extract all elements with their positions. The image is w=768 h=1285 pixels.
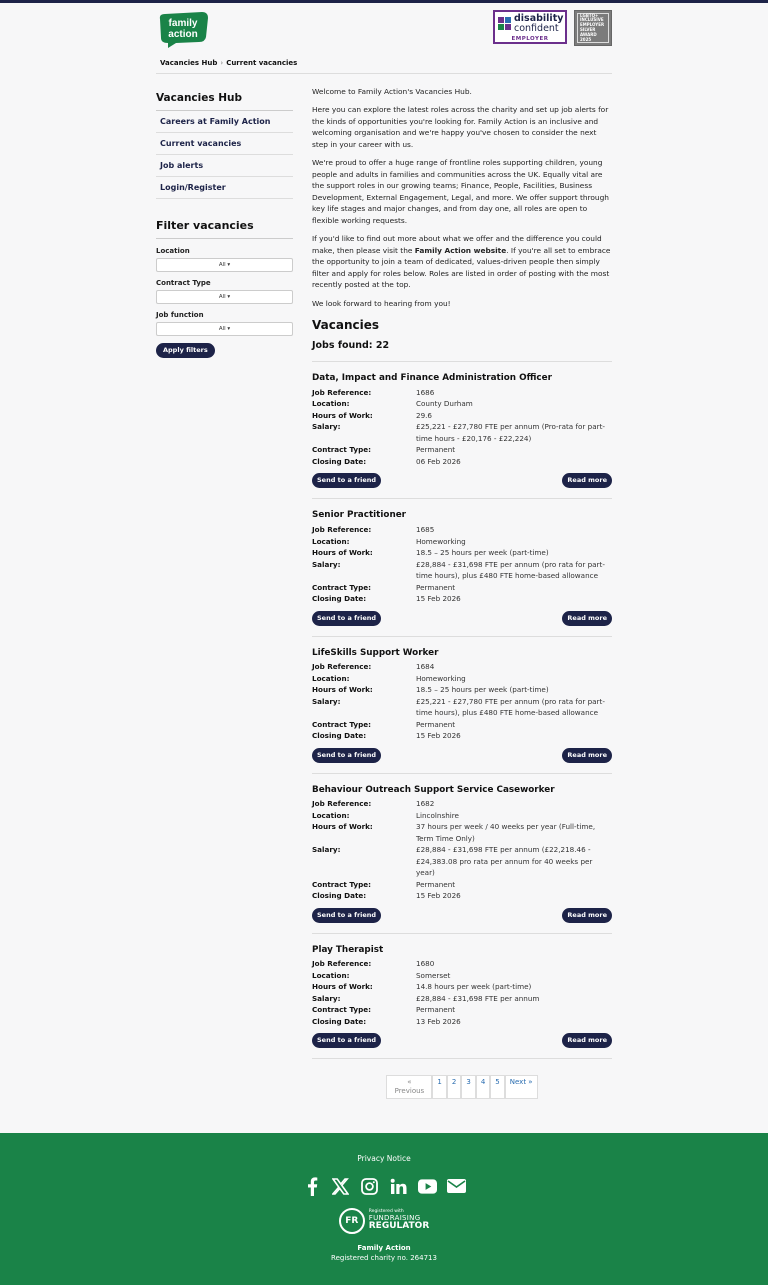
job-closing-label: Closing Date: [312,456,367,466]
site-header [156,3,612,58]
job-location-label: Location: [312,810,350,820]
job-row-contract [312,879,612,891]
send-to-friend-button[interactable]: Send to a friend [312,908,381,923]
job-actions [312,908,612,923]
job-closing-value: 13 Feb 2026 [416,1016,461,1026]
filter-function-label: Job function [156,311,204,320]
lgbt-line: INCLUSIVE [580,17,604,23]
job-row-location [312,536,612,548]
lgbt-line: EMPLOYER [580,22,605,28]
job-row-ref [312,661,612,673]
job-title[interactable]: Senior Practitioner [312,510,407,521]
youtube-icon[interactable] [418,1177,437,1196]
pagination-page[interactable]: 5 [490,1075,504,1099]
job-ref-label: Job Reference: [312,525,372,535]
intro-paragraph [312,233,612,290]
job-row-contract [312,719,612,731]
read-more-button[interactable]: Read more [562,908,612,923]
fr-mark: FR [339,1208,365,1234]
job-closing-value: 15 Feb 2026 [416,594,461,604]
disability-icons [498,17,511,30]
pagination-page[interactable]: 4 [476,1075,490,1099]
job-ref-value: 1682 [416,799,435,809]
job-salary-label: Salary: [312,993,341,1003]
send-to-friend-button[interactable]: Send to a friend [312,748,381,763]
job-row-closing [312,730,612,742]
job-ref-value: 1684 [416,662,435,672]
lgbt-line: LGBTQ+ [580,12,599,18]
family-action-website-link[interactable]: Family Action website [414,245,507,255]
job-row-salary [312,844,612,879]
job-contract-label: Contract Type: [312,719,371,729]
privacy-notice-link[interactable]: Privacy Notice [357,1154,411,1163]
job-card [312,499,612,636]
job-row-ref [312,798,612,810]
job-row-location [312,673,612,685]
logo-text-action: action [168,29,198,40]
job-ref-value: 1680 [416,959,435,969]
intro-paragraph: We're proud to offer a huge range of frontline roles supporting children, young people and adults in families and communities across the UK. Equally vital are the support roles in our growing teams; Finance, People, Facilities, Business Development, External Engagement, Legal, and more. We offer support through key life stages and major changes, and from day one, all roles are open to flexible working requests. [312,158,609,225]
pagination-page[interactable]: 2 [447,1075,461,1099]
sidebar-item-login-register[interactable]: Login/Register [156,177,293,199]
job-actions [312,611,612,626]
sidebar-item-careers[interactable]: Careers at Family Action [156,111,293,133]
job-row-salary [312,993,612,1005]
pagination-previous[interactable]: « Previous [386,1075,432,1099]
lgbt-line: AWARD 2025 [580,31,597,42]
job-list [312,362,612,1059]
read-more-button[interactable]: Read more [562,748,612,763]
fundraising-regulator-badge[interactable] [0,1208,768,1234]
site-footer [0,1133,768,1285]
job-salary-value: £28,884 - £31,698 FTE per annum (pro rata for part-time hours), plus £480 FTE home-based allowance [416,559,605,581]
facebook-icon[interactable] [302,1177,321,1196]
job-row-hours [312,821,612,844]
job-row-contract [312,582,612,594]
read-more-button[interactable]: Read more [562,473,612,488]
job-contract-value: Permanent [416,1005,456,1015]
job-card [312,362,612,499]
job-closing-label: Closing Date: [312,594,367,604]
job-closing-label: Closing Date: [312,731,367,741]
job-card [312,774,612,934]
job-row-ref [312,958,612,970]
job-row-location [312,398,612,410]
job-row-salary [312,421,612,444]
job-salary-label: Salary: [312,845,341,855]
job-row-salary [312,696,612,719]
job-location-label: Location: [312,399,350,409]
job-row-ref [312,524,612,536]
job-contract-label: Contract Type: [312,445,371,455]
intro [312,86,612,309]
fr-registered-text: Registered with [368,1209,404,1215]
job-ref-label: Job Reference: [312,799,372,809]
sidebar-item-job-alerts[interactable]: Job alerts [156,155,293,177]
social-links [0,1177,768,1196]
intro-paragraph: Welcome to Family Action's Vacancies Hub. [312,87,472,96]
email-icon[interactable] [447,1177,466,1196]
intro-text: . If you're all set to embrace the opportunity to join a team of dedicated, values-driven people then simply filter and apply for roles below. Roles are listed in order of posting with the most recently posted at the top. [312,245,611,290]
job-ref-label: Job Reference: [312,662,372,672]
sidebar-title: Vacancies Hub [156,92,243,104]
job-location-value: Somerset [416,970,451,980]
job-salary-label: Salary: [312,696,341,706]
job-actions [312,473,612,488]
job-location-value: County Durham [416,399,473,409]
job-salary-label: Salary: [312,422,341,432]
pagination-next[interactable]: Next » [505,1075,538,1099]
job-contract-value: Permanent [416,879,456,889]
job-contract-value: Permanent [416,719,456,729]
badge-disability-text: disability [514,13,564,24]
pagination-page[interactable]: 1 [432,1075,446,1099]
filter-contract-select[interactable]: All ▾ [156,290,293,304]
job-card [312,934,612,1060]
send-to-friend-button[interactable]: Send to a friend [312,611,381,626]
job-row-location [312,970,612,982]
job-hours-label: Hours of Work: [312,982,373,992]
job-row-hours [312,547,612,559]
job-title[interactable]: Data, Impact and Finance Administration Officer [312,373,552,384]
job-salary-value: £25,221 - £27,780 FTE per annum (Pro-rata for part-time hours - £20,176 - £22,224) [416,422,605,443]
lgbt-inclusive-badge [574,10,612,46]
job-closing-value: 15 Feb 2026 [416,731,461,741]
job-contract-value: Permanent [416,582,456,592]
job-row-salary [312,559,612,582]
intro-text: If you'd like to find out more about what we offer and the difference you could make, then please visit the [312,234,602,255]
job-location-value: Lincolnshire [416,810,459,820]
job-hours-value: 18.5 – 25 hours per week (part-time) [416,548,549,558]
job-location-value: Homeworking [416,536,466,546]
job-actions [312,748,612,763]
job-hours-label: Hours of Work: [312,685,373,695]
instagram-icon[interactable] [360,1177,379,1196]
job-row-closing [312,890,612,902]
job-title[interactable]: Play Therapist [312,944,384,955]
filter-contract-label: Contract Type [156,279,211,288]
job-salary-value: £28,884 - £31,698 FTE per annum (£22,218.46 - £24,383.08 pro rata per annum for 40 weeks per year) [416,845,593,878]
job-closing-label: Closing Date: [312,1016,367,1026]
accreditation-badges [493,10,612,46]
family-action-logo[interactable] [156,11,210,49]
job-salary-label: Salary: [312,559,341,569]
linkedin-icon[interactable] [389,1177,408,1196]
job-row-hours [312,410,612,422]
job-row-closing [312,456,612,468]
read-more-button[interactable]: Read more [562,1033,612,1048]
job-closing-label: Closing Date: [312,891,367,901]
job-location-value: Homeworking [416,673,466,683]
job-row-hours [312,684,612,696]
sidebar [156,86,293,1119]
job-ref-value: 1686 [416,387,435,397]
job-hours-value: 18.5 – 25 hours per week (part-time) [416,685,549,695]
footer-charity-number: Registered charity no. 264713 [331,1254,437,1263]
job-title[interactable]: Behaviour Outreach Support Service Caseworker [312,784,555,795]
main-content [312,86,612,1119]
breadcrumb-current: Current vacancies [226,59,298,67]
job-hours-label: Hours of Work: [312,548,373,558]
job-ref-label: Job Reference: [312,959,372,969]
job-location-label: Location: [312,536,350,546]
job-row-ref [312,387,612,399]
job-row-closing [312,1016,612,1028]
lgbt-line: SILVER [580,27,596,32]
pagination-page[interactable]: 3 [461,1075,475,1099]
job-actions [312,1033,612,1048]
job-row-contract [312,444,612,456]
fr-fundraising-text: FUNDRAISING [368,1213,421,1222]
job-closing-value: 06 Feb 2026 [416,456,461,466]
job-hours-value: 37 hours per week / 40 weeks per year (Full-time, Term Time Only) [416,822,596,843]
intro-paragraph: We look forward to hearing from you! [312,298,451,308]
sidebar-item-current-vacancies[interactable]: Current vacancies [156,133,293,155]
job-hours-value: 29.6 [416,410,433,420]
fr-regulator-text: REGULATOR [368,1220,430,1231]
job-hours-label: Hours of Work: [312,410,373,420]
job-salary-value: £25,221 - £27,780 FTE per annum (pro rata for part-time hours), plus £480 FTE home-based allowance [416,696,605,718]
breadcrumb-home-link[interactable]: Vacancies Hub [160,59,218,67]
job-contract-label: Contract Type: [312,1005,371,1015]
job-card [312,637,612,774]
job-contract-label: Contract Type: [312,582,371,592]
job-title[interactable]: LifeSkills Support Worker [312,647,439,658]
job-hours-value: 14.8 hours per week (part-time) [416,982,532,992]
apply-filters-button[interactable]: Apply filters [156,343,215,358]
job-ref-label: Job Reference: [312,387,372,397]
job-row-closing [312,593,612,605]
jobs-found-count: Jobs found: 22 [312,339,612,363]
send-to-friend-button[interactable]: Send to a friend [312,1033,381,1048]
job-location-label: Location: [312,673,350,683]
job-ref-value: 1685 [416,525,435,535]
filter-location-label: Location [156,247,190,256]
filter-location-select[interactable]: All ▾ [156,258,293,272]
job-contract-label: Contract Type: [312,879,371,889]
send-to-friend-button[interactable]: Send to a friend [312,473,381,488]
intro-paragraph: Here you can explore the latest roles across the charity and set up job alerts for the kinds of opportunities you're looking for. Family Action is an inclusive and welcoming organisation and we're happy you've chosen to consider the next step in your career with us. [312,105,609,149]
breadcrumb-separator: › [220,59,224,67]
badge-confident-text: confident [514,22,559,34]
job-location-label: Location: [312,970,350,980]
job-salary-value: £28,884 - £31,698 FTE per annum [416,993,540,1003]
vacancies-heading: Vacancies [312,317,379,332]
x-icon[interactable] [331,1177,350,1196]
footer-org-name: Family Action [357,1243,411,1252]
job-hours-label: Hours of Work: [312,822,373,832]
pagination [312,1075,612,1099]
job-contract-value: Permanent [416,445,456,455]
sidebar-nav [156,110,293,199]
job-row-location [312,810,612,822]
filter-function-select[interactable]: All ▾ [156,322,293,336]
job-closing-value: 15 Feb 2026 [416,891,461,901]
breadcrumb [156,58,612,74]
logo-text-family: family [168,18,198,29]
read-more-button[interactable]: Read more [562,611,612,626]
job-row-hours [312,981,612,993]
job-row-contract [312,1004,612,1016]
disability-confident-badge [493,10,567,44]
filter-title: Filter vacancies [156,217,293,239]
badge-employer-text: EMPLOYER [511,36,549,42]
